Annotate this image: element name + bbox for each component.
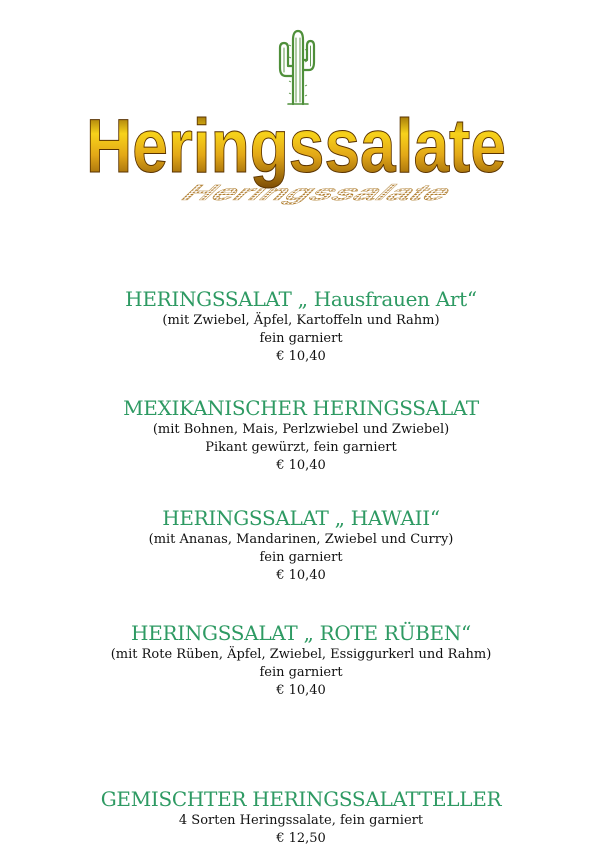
dish-name: HERINGSSALAT „ ROTE RÜBEN“ <box>131 621 471 645</box>
dish-description: 4 Sorten Heringssalate, fein garniert <box>178 813 424 828</box>
menu-item-gemischt <box>0 786 602 848</box>
dish-name: GEMISCHTER HERINGSSALATTELLER <box>100 787 502 811</box>
dish-garnish: fein garniert <box>259 550 343 565</box>
cactus-icon <box>276 26 318 106</box>
menu-item-hausfrauen <box>0 286 602 366</box>
dish-description: (mit Rote Rüben, Äpfel, Zwiebel, Essiggurkerl und Rahm) <box>110 647 492 662</box>
dish-garnish: fein garniert <box>259 331 343 346</box>
dish-price: € 10,40 <box>276 349 326 364</box>
dish-price: € 10,40 <box>276 458 326 473</box>
page-title: Heringssalate <box>86 104 506 189</box>
menu-item-hawaii <box>0 505 602 585</box>
dish-description: (mit Bohnen, Mais, Perlzwiebel und Zwiebel) <box>152 422 450 437</box>
page-title-reflection: Heringssalate <box>173 179 463 205</box>
dish-garnish: Pikant gewürzt, fein garniert <box>205 440 397 455</box>
dish-price: € 12,50 <box>276 831 326 846</box>
page-title-art <box>80 100 520 210</box>
dish-name: HERINGSSALAT „ Hausfrauen Art“ <box>125 287 477 311</box>
dish-description: (mit Zwiebel, Äpfel, Kartoffeln und Rahm) <box>162 313 440 328</box>
title-block <box>0 100 602 210</box>
dish-description: (mit Ananas, Mandarinen, Zwiebel und Curry) <box>148 532 454 547</box>
menu-item-rote-rueben <box>0 620 602 700</box>
dish-price: € 10,40 <box>276 683 326 698</box>
dish-name: MEXIKANISCHER HERINGSSALAT <box>123 396 479 420</box>
menu-item-mexikanisch <box>0 395 602 475</box>
dish-name: HERINGSSALAT „ HAWAII“ <box>162 506 440 530</box>
dish-price: € 10,40 <box>276 568 326 583</box>
dish-garnish: fein garniert <box>259 665 343 680</box>
